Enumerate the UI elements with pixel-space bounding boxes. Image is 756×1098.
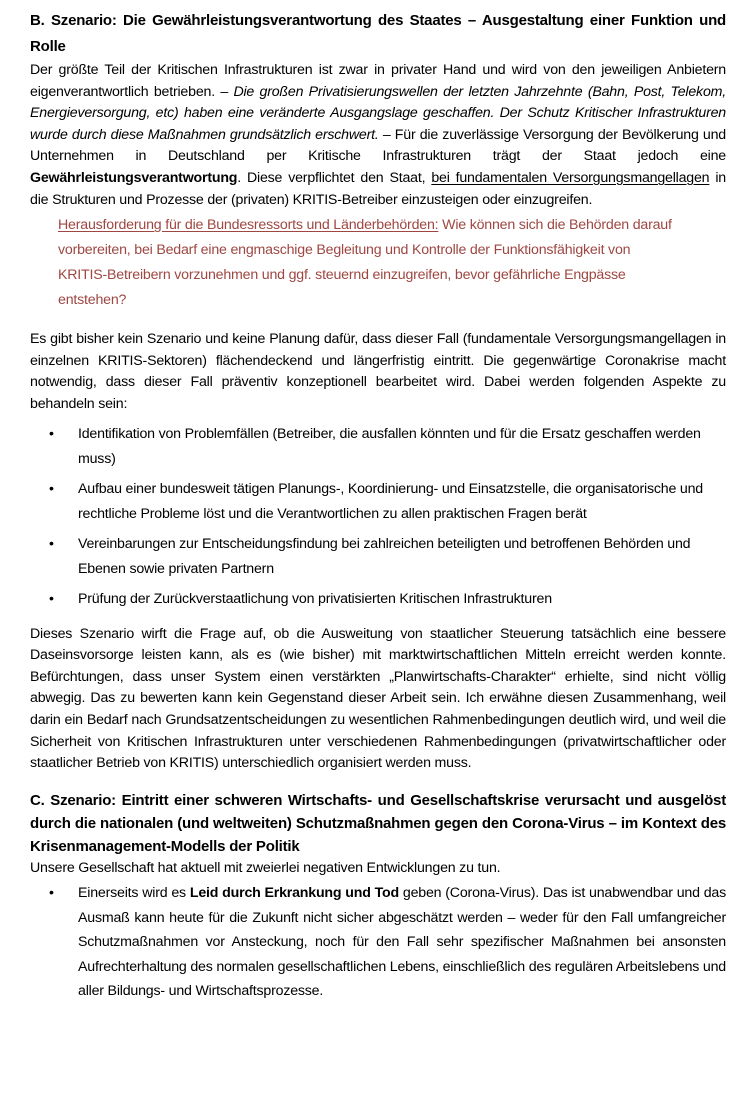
bullet-icon: • — [49, 535, 54, 552]
text-run: Gewährleistungsverantwortung — [30, 169, 238, 186]
section-b-heading: B. Szenario: Die Gewährleistungsverantwortung des Staates – Ausgestaltung einer Funktion und Rolle — [30, 12, 726, 55]
text-run: Leid durch Erkrankung und Tod — [189, 885, 399, 902]
bullet-icon: • — [49, 480, 54, 497]
challenge-callout — [58, 213, 726, 313]
list-item-text: Identifikation von Problemfällen (Betreiber, die ausfallen könnten und für die Ersatz geschaffen werden muss) — [78, 425, 701, 467]
developments-list — [30, 881, 726, 1004]
intro-paragraph — [30, 60, 726, 211]
bullet-icon: • — [49, 590, 54, 607]
list-item-text — [78, 885, 726, 999]
section-c-heading: C. Szenario: Eintritt einer schweren Wirtschafts- und Gesellschaftskrise verursacht und ausgelöst durch die nationalen (und weltweiten) Schutzmaßnahmen gegen den Corona-Virus – im Kontext des Krisenmanagement-Modells der Politik — [30, 791, 726, 855]
text-run: Wie können sich die Behörden darauf vorbereiten, bei Bedarf eine engmaschige Begleitung und Kontrolle der Funktionsfähigkeit von KRITIS-Betreibern vorzunehmen und ggf. steuernd einzugreifen, bevor gefährliche Engpässe entstehen? — [58, 217, 672, 309]
scenario-gap-paragraph: Es gibt bisher kein Szenario und keine Planung dafür, dass dieser Fall (fundamentale Versorgungsmangellagen in einzelnen KRITIS-Sektoren) flächendeckend und längerfristig eintritt. Die gegenwärtige Coronakrise macht notwendig, dass dieser Fall präventiv konzeptionell bearbeitet wird. Dabei werden folgenden Aspekte zu behandeln sein: — [30, 331, 726, 412]
list-item — [30, 477, 726, 527]
text-run: Einerseits wird es — [78, 885, 190, 902]
text-run: Herausforderung für die Bundesressorts und Länderbehörden: — [58, 217, 439, 234]
text-run: in die Strukturen und Prozesse der (privaten) KRITIS-Betreiber einzusteigen oder einzugreifen. — [30, 169, 726, 208]
bullet-icon: • — [49, 425, 54, 442]
bullet-icon: • — [49, 885, 54, 902]
list-item-text: Prüfung der Zurückverstaatlichung von privatisierten Kritischen Infrastrukturen — [78, 590, 552, 607]
assessment-paragraph: Dieses Szenario wirft die Frage auf, ob die Ausweitung von staatlicher Steuerung tatsächlich eine bessere Daseinsvorsorge leisten kann, als es (wie bisher) mit marktwirtschaftlichen Mitteln erreicht werden konnte. Befürchtungen, dass unser System einen verstärkten „Planwirtschafts-Charakter“ erhielte, sind nicht völlig abwegig. Das zu bewerten kann kein Gegenstand dieser Arbeit sein. Ich erwähne diesen Zusammenhang, weil darin ein Bedarf nach Grundsatzentscheidungen zu wesentlichen Rahmenbedingungen deutlich wird, und weil die Sicherheit von Kritischen Infrastrukturen unter verschiedenen Rahmenbedingungen (privatwirtschaftlicher oder staatlicher Betrieb von KRITIS) unterschiedlich organisiert werden muss. — [30, 625, 726, 772]
text-run: – Für die zuverlässige Versorgung der Bevölkerung und Unternehmen in Deutschland per Kritische Infrastrukturen trägt der Staat jedoch eine — [30, 126, 726, 165]
text-run: . Diese verpflichtet den Staat, — [237, 169, 432, 186]
list-item — [30, 587, 726, 612]
text-run: geben (Corona-Virus). Das ist unabwendbar und das Ausmaß kann heute für die Zukunft nicht sicher abgeschätzt werden – weder für den Fall umfangreicher Schutzmaßnahmen vor Ansteckung, noch für den Fall sehr spezifischer Maßnahmen bei ansonsten Aufrechterhaltung des normalen gesellschaftlichen Lebens, einschließlich des regulären Arbeitslebens und aller Bildungs- und Wirtschaftsprozesse. — [78, 885, 727, 1000]
list-item-text: Vereinbarungen zur Entscheidungsfindung bei zahlreichen beteiligten und betroffenen Behörden und Ebenen sowie privaten Partnern — [78, 535, 691, 577]
text-run: Der größte Teil der Kritischen Infrastrukturen ist zwar in privater Hand und wird von den jeweiligen Anbietern eigenverantwortlich betrieben. – — [30, 62, 726, 100]
aspects-list — [30, 422, 726, 612]
list-item — [30, 422, 726, 472]
list-item — [30, 532, 726, 582]
developments-intro: Unsere Gesellschaft hat aktuell mit zweierlei negativen Entwicklungen zu tun. — [30, 859, 501, 876]
list-item-text: Aufbau einer bundesweit tätigen Planungs-, Koordinierung- und Einsatzstelle, die organisatorische und rechtliche Probleme löst und die Verantwortlichen zu allen praktischen Fragen berät — [78, 480, 703, 522]
list-item — [30, 881, 726, 1004]
text-run: Die großen Privatisierungswellen der letzten Jahrzehnte (Bahn, Post, Telekom, Energieversorgung, etc) haben eine veränderte Ausgangslage geschaffen. Der Schutz Kritischer Infrastrukturen wurde durch diese Maßnahmen grundsätzlich erschwert. — [30, 83, 726, 143]
text-run: bei fundamentalen Versorgungsmangellagen — [431, 169, 710, 186]
